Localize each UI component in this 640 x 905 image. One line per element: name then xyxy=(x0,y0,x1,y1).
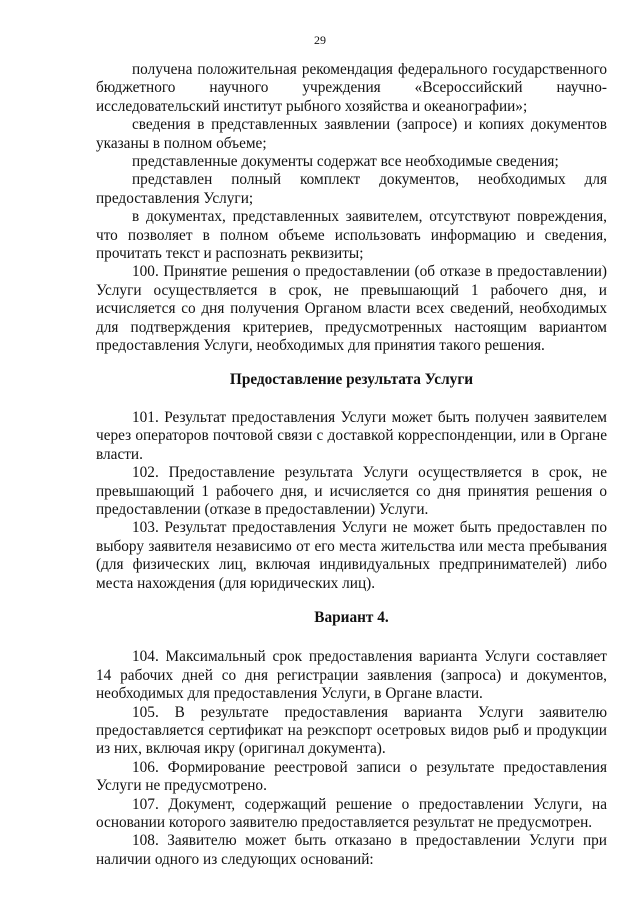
paragraph: 105. В результате предоставления варианта Услуги заявителю предоставляется сертификат на реэкспорт осетровых видов рыб и продукции из них, включая икру (оригинал документа). xyxy=(96,703,607,758)
paragraph: получена положительная рекомендация федерального государственного бюджетного научного учреждения «Всероссийский научно-исследовательский институт рыбного хозяйства и океанографии»; xyxy=(96,61,607,115)
paragraph: представлен полный комплект документов, необходимых для предоставления Услуги; xyxy=(96,171,607,207)
section-heading: Предоставление результата Услуги xyxy=(229,370,474,388)
paragraph: 107. Документ, содержащий решение о предоставлении Услуги, на основании которого заявителю предоставляется результат не предусмотрен. xyxy=(96,795,607,832)
paragraph: сведения в представленных заявлении (запросе) и копиях документов указаны в полном объеме; xyxy=(96,116,607,152)
variant-heading: Вариант 4. xyxy=(314,608,389,626)
document-body xyxy=(96,61,607,869)
paragraph: 100. Принятие решения о предоставлении (об отказе в предоставлении) Услуги осуществляется в срок, не превышающий 1 рабочего дня, и исчисляется со дня получения Органом власти всех сведений, необходимых для подтверждения критериев, предусмотренных настоящим вариантом предоставления Услуги, необходимых для принятия такого решения. xyxy=(96,263,607,355)
paragraph: в документах, представленных заявителем, отсутствуют повреждения, что позволяет в полном объеме использовать информацию и сведения, прочитать текст и распознать реквизиты; xyxy=(96,208,607,263)
paragraph: 103. Результат предоставления Услуги не может быть предоставлен по выбору заявителя независимо от его места жительства или места пребывания (для физических лиц, включая индивидуальных предпринимателей) либо места нахождения (для юридических лиц). xyxy=(96,519,607,592)
paragraph: 104. Максимальный срок предоставления варианта Услуги составляет 14 рабочих дней со дня регистрации заявления (запроса) и документов, необходимых для предоставления Услуги, в Органе власти. xyxy=(96,648,607,703)
paragraph: 102. Предоставление результата Услуги осуществляется в срок, не превышающий 1 рабочего дня, и исчисляется со дня принятия решения о предоставлении (отказе в предоставлении) Услуги. xyxy=(96,464,607,518)
page-number: 29 xyxy=(314,33,326,47)
paragraph: 106. Формирование реестровой записи о результате предоставления Услуги не предусмотрено. xyxy=(96,758,607,795)
paragraph: 108. Заявителю может быть отказано в предоставлении Услуги при наличии одного из следующих оснований: xyxy=(96,832,607,868)
paragraph: 101. Результат предоставления Услуги может быть получен заявителем через операторов почтовой связи с доставкой корреспонденции, или в Органе власти. xyxy=(96,408,607,463)
paragraph: представленные документы содержат все необходимые сведения; xyxy=(132,153,559,171)
